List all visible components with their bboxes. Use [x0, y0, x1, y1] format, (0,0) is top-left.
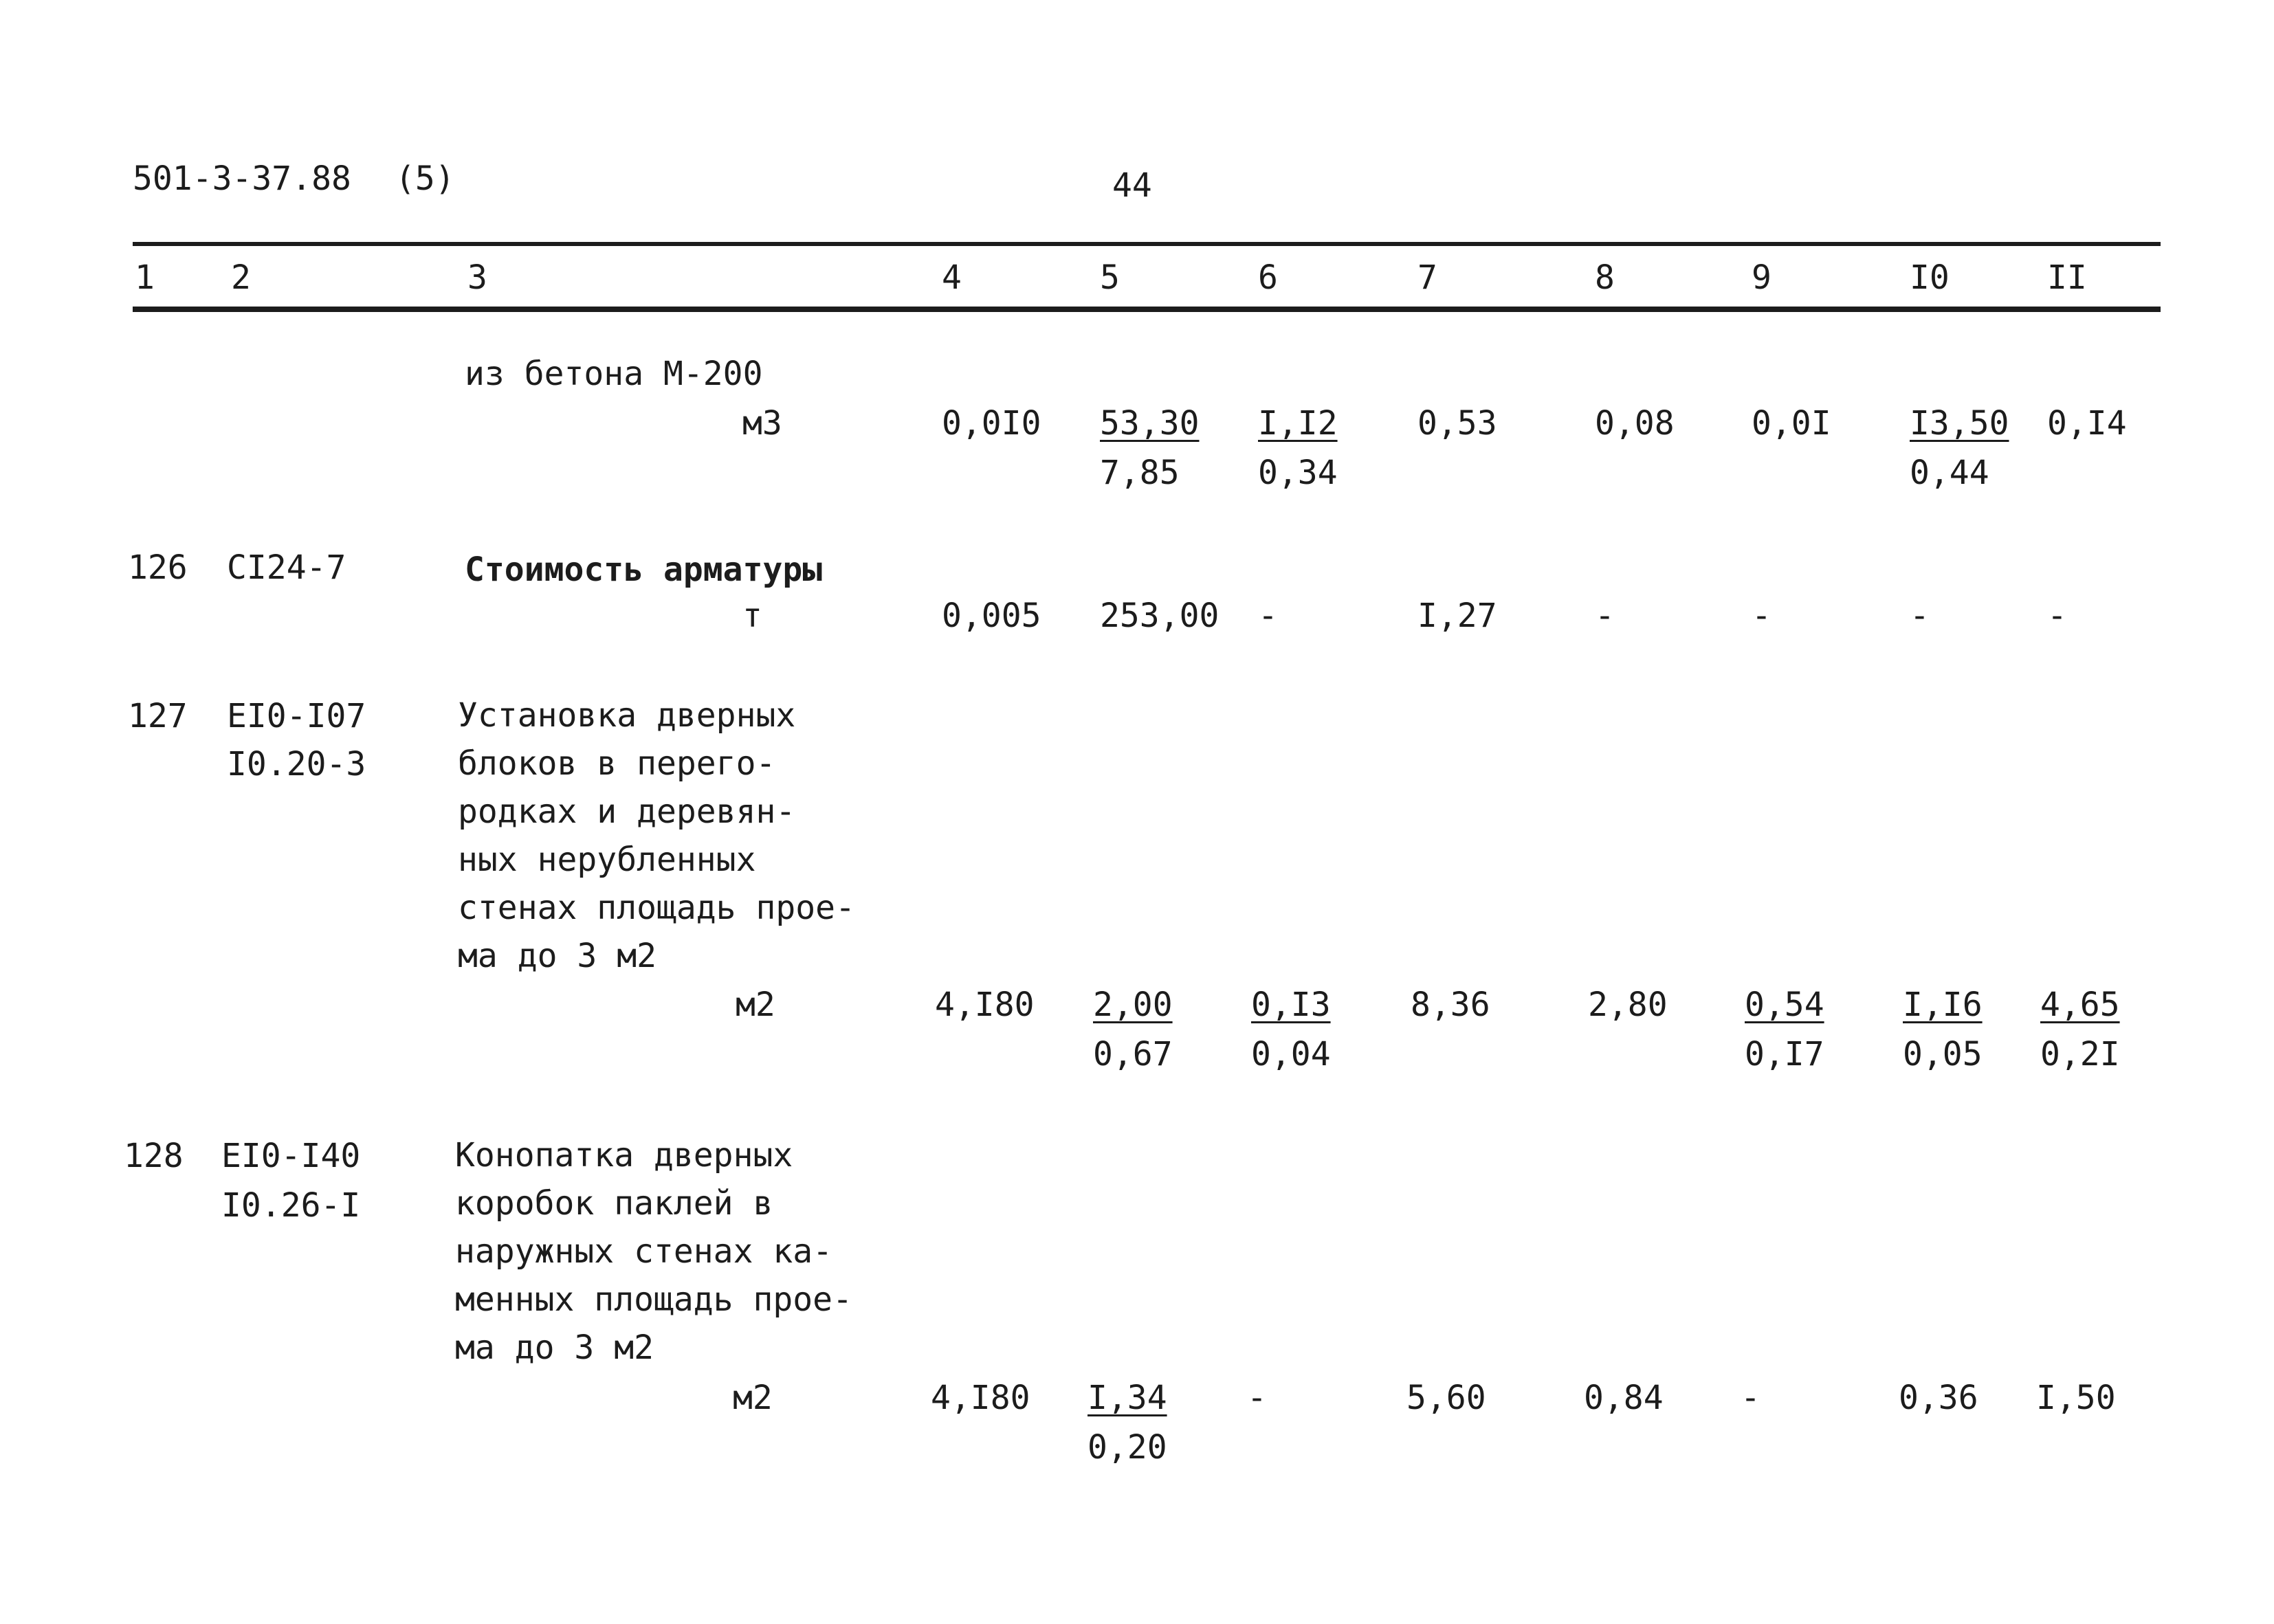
cell-col11-top: 4,65	[2040, 986, 2120, 1024]
document-part: (5)	[395, 159, 455, 198]
cell-col4: 4,I80	[935, 986, 1035, 1024]
cell-col8: 2,80	[1588, 986, 1668, 1024]
cell-col5-bottom: 0,20	[1088, 1428, 1167, 1467]
column-header: 9	[1752, 258, 1771, 297]
cell-col10-top: -	[1910, 597, 1930, 635]
column-header: 7	[1417, 258, 1437, 297]
cell-col11-top: I,50	[2036, 1379, 2116, 1417]
cell-col5-top: 53,30	[1100, 404, 1200, 443]
column-header: 4	[942, 258, 962, 297]
column-header: II	[2047, 258, 2087, 297]
cell-col4: 4,I80	[931, 1379, 1030, 1417]
cell-col6-bottom: 0,04	[1251, 1035, 1331, 1074]
table-header-rule	[133, 307, 2161, 312]
cell-col6-top: -	[1258, 597, 1278, 635]
cell-col6-bottom: 0,34	[1258, 454, 1338, 492]
column-header: 3	[467, 258, 487, 297]
page-number: 44	[1112, 166, 1152, 205]
cell-col10-bottom: 0,05	[1903, 1035, 1983, 1074]
table-top-rule	[133, 242, 2161, 246]
column-header: 8	[1595, 258, 1615, 297]
cell-col11-top: -	[2047, 597, 2067, 635]
cell-col9-top: 0,0I	[1752, 404, 1831, 443]
row-unit: м2	[733, 1379, 773, 1417]
cell-col7: 8,36	[1411, 986, 1490, 1024]
row-number: 128	[124, 1137, 184, 1175]
column-header: 2	[231, 258, 251, 297]
cell-col5-bottom: 0,67	[1093, 1035, 1173, 1074]
column-header: 6	[1258, 258, 1278, 297]
cell-col10-bottom: 0,44	[1910, 454, 1989, 492]
cell-col9-bottom: 0,I7	[1745, 1035, 1824, 1074]
cell-col8: 0,08	[1595, 404, 1675, 443]
cell-col9-top: -	[1752, 597, 1771, 635]
cell-col8: -	[1595, 597, 1615, 635]
row-code: ЕI0-I40	[221, 1137, 361, 1175]
cell-col7: 0,53	[1417, 404, 1497, 443]
cell-col11-bottom: 0,2I	[2040, 1035, 2120, 1074]
cell-col5-top: 2,00	[1093, 986, 1173, 1024]
cell-col6-top: I,I2	[1258, 404, 1338, 443]
row-description: Конопатка дверных коробок паклей в наружных стенах ка- менных площадь прое- ма до 3 м2	[455, 1136, 852, 1367]
cell-col4: 0,005	[942, 597, 1041, 635]
row-description: Установка дверных блоков в перего- родках и деревян- ных нерубленных стенах площадь прое- ма до 3 м2	[458, 696, 855, 975]
cell-col5-top: 253,00	[1100, 597, 1219, 635]
column-header: 5	[1100, 258, 1120, 297]
row-unit: м2	[736, 986, 775, 1024]
row-number: 126	[128, 548, 188, 587]
cell-col8: 0,84	[1584, 1379, 1664, 1417]
cell-col5-bottom: 7,85	[1100, 454, 1180, 492]
cell-col10-top: I3,50	[1910, 404, 2009, 443]
row-code-secondary: I0.20-3	[227, 745, 366, 783]
cell-col10-top: I,I6	[1903, 986, 1983, 1024]
document-code: 501-3-37.88	[133, 159, 351, 198]
row-description: Стоимость арматуры	[465, 550, 823, 589]
cell-col7: I,27	[1417, 597, 1497, 635]
cell-col7: 5,60	[1406, 1379, 1486, 1417]
row-unit: т	[742, 597, 762, 635]
cell-col4: 0,0I0	[942, 404, 1041, 443]
cell-col9-top: 0,54	[1745, 986, 1824, 1024]
row-code: ЕI0-I07	[227, 697, 366, 735]
cell-col10-top: 0,36	[1899, 1379, 1978, 1417]
row-description: из бетона М-200	[465, 355, 763, 393]
cell-col6-top: 0,I3	[1251, 986, 1331, 1024]
row-number: 127	[128, 697, 188, 735]
column-header: I0	[1910, 258, 1950, 297]
column-header: 1	[135, 258, 155, 297]
cell-col6-top: -	[1247, 1379, 1267, 1417]
cell-col9-top: -	[1741, 1379, 1760, 1417]
cell-col5-top: I,34	[1088, 1379, 1167, 1417]
row-code: СI24-7	[227, 548, 346, 587]
row-unit: м3	[742, 404, 782, 443]
row-code-secondary: I0.26-I	[221, 1186, 361, 1225]
cell-col11-top: 0,I4	[2047, 404, 2127, 443]
